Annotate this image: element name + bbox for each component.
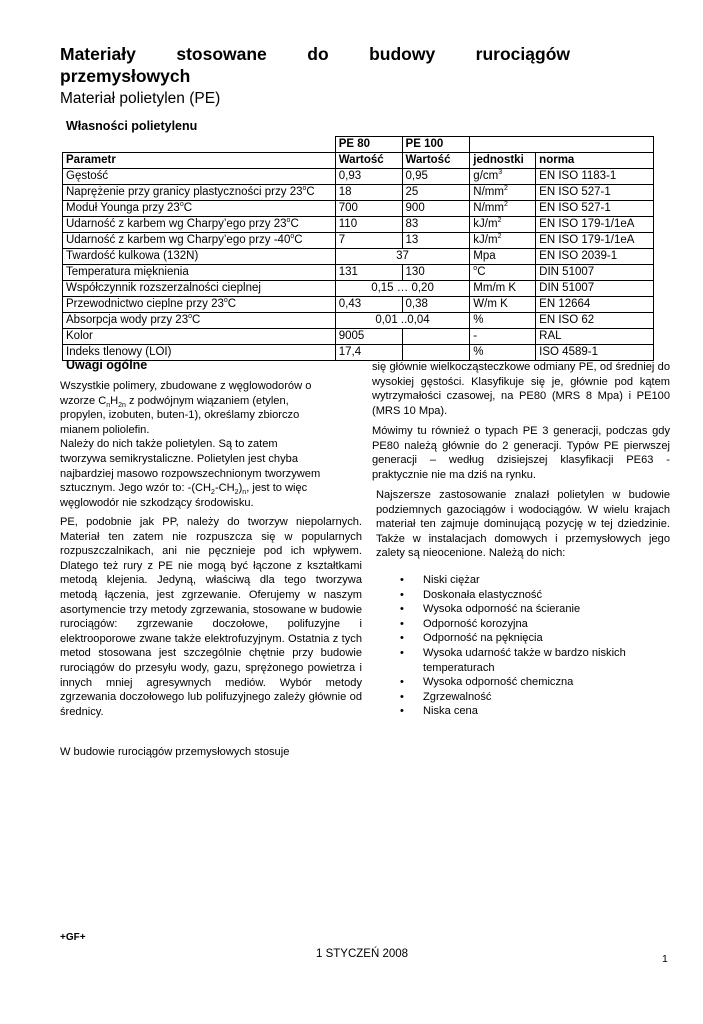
cell-unit: $N/mm^2$: [470, 185, 536, 201]
list-item: • Niska cena: [398, 704, 668, 719]
cell-value-pe80: 18: [335, 185, 402, 201]
cell-value-pe80: 131: [335, 265, 402, 281]
cell-value-pe80: 110: [335, 217, 402, 233]
table-header-row-2: [63, 153, 654, 169]
cell-value-pe100: 900: [402, 201, 470, 217]
cell-value-pe80: 0,93: [335, 169, 402, 185]
table-row: [63, 249, 654, 265]
cell-value-pe100: 130: [402, 265, 470, 281]
table-row: [63, 233, 654, 249]
left-paragraph-1: Wszystkie polimery, zbudowane z węglowodorów o wzorze $C_nH_{2n}$ z podwójnym wiązaniem (etylen, propylen, izobuten, buten-1), określamy zbiorczo mianem poliolefin. Należy do nich także polietylen. Są to zatem tworzywa semikrystaliczne. Polietylen jest chyba najbardziej masowo rozpowszechnionym tworzywem sztucznym. Jego wzór to: $-(CH_2-CH_2)_n$, jest to więc węglowodór nie szkodzący środowisku.: [60, 380, 321, 509]
cell-value-pe80: 7: [335, 233, 402, 249]
cell-unit: Mm/m K: [470, 281, 536, 297]
cell-parameter: Udarność z karbem wg Charpy’ego przy 23$^o$C: [63, 217, 336, 233]
cell-unit: %: [470, 345, 536, 361]
table-header-row-1: [63, 137, 654, 153]
cell-parameter: Twardość kulkowa (132N): [63, 249, 336, 265]
list-item: • Wysoka odporność chemiczna: [398, 675, 668, 690]
cell-parameter: Współczynnik rozszerzalności cieplnej: [63, 281, 336, 297]
cell-parameter: Indeks tlenowy (LOI): [63, 345, 336, 361]
table-row: [63, 185, 654, 201]
cell-value-pe100: [402, 329, 470, 345]
gf-logo: +GF+: [60, 932, 86, 943]
header-parameter: Parametr: [63, 153, 336, 169]
left-paragraph-3: PE, podobnie jak PP, należy do tworzyw niepolarnych. Materiał ten zatem nie rozpuszcza się w popularnych rozpuszczalnikach, ani nie pęcznieje pod ich wpływem. Dlatego też rury z PE nie mogą być łączone z kształtkami metodą klejenia. Jedyną, właściwą dla tego tworzywa metodą łączenia, jest zgrzewanie. Oferujemy w naszym asortymencie trzy metody zgrzewania, stosowane w budowie rurociągów: zgrzewanie doczołowe, polifuzyjne i elektrooporowe zwane także elektrofuzyjnym. Ostatnia z tych metod stosowana jest szczególnie chętnie przy budowie rurociągów do przesyłu wody, gazu, sprężonego powietrza i innych mniej agresywnych mediów. Wybór metody zgrzewania doczołowego lub polifuzyjnego zależy głównie od średnicy.: [60, 516, 362, 718]
cell-parameter: Moduł Younga przy 23$^o$C: [63, 201, 336, 217]
cell-unit: $kJ/m^2$: [470, 217, 536, 233]
table-row: [63, 297, 654, 313]
cell-unit: $N/mm^2$: [470, 201, 536, 217]
cell-unit: Mpa: [470, 249, 536, 265]
cell-value-pe80: 9005: [335, 329, 402, 345]
cell-norm: EN 12664: [536, 297, 654, 313]
header-value-pe80: Wartość: [335, 153, 402, 169]
list-item: • Niski ciężar: [398, 573, 668, 588]
cell-parameter: Kolor: [63, 329, 336, 345]
right-paragraph-1: się głównie wielkocząsteczkowe odmiany PE, od średniej do wysokiej gęstości. Klasyfikuje się je, głównie pod kątem wytrzymałości czasowej, na PE80 (MRS 8 Mpa) i PE100 (MRS 10 Mpa).: [372, 361, 670, 417]
cell-value-pe80: 17,4: [335, 345, 402, 361]
cell-norm: EN ISO 1183-1: [536, 169, 654, 185]
cell-value-pe100: 83: [402, 217, 470, 233]
document-subtitle: Materiał polietylen (PE): [60, 90, 221, 107]
table-row: [63, 169, 654, 185]
cell-unit: -: [470, 329, 536, 345]
header-pe80: PE 80: [335, 137, 402, 153]
cell-value-pe100: 13: [402, 233, 470, 249]
cell-norm: RAL: [536, 329, 654, 345]
document-title-line2: przemysłowych: [60, 66, 191, 86]
list-item: • Wysoka odporność na ścieranie: [398, 602, 668, 617]
cell-norm: EN ISO 62: [536, 313, 654, 329]
cell-norm: ISO 4589-1: [536, 345, 654, 361]
cell-value-merged: 37: [335, 249, 470, 265]
remarks-heading: Uwagi ogólne: [66, 358, 148, 372]
table-row: [63, 201, 654, 217]
list-item: • Doskonała elastyczność: [398, 588, 668, 603]
table-row: [63, 217, 654, 233]
header-unit: jednostki: [470, 153, 536, 169]
table-row: [63, 281, 654, 297]
cell-unit: $^o$C: [470, 265, 536, 281]
list-item: • Odporność na pęknięcia: [398, 631, 668, 646]
cell-parameter: Naprężenie przy granicy plastyczności przy 23$^o$C: [63, 185, 336, 201]
cell-norm: EN ISO 527-1: [536, 185, 654, 201]
footer-date: 1 STYCZEŃ 2008: [316, 948, 409, 960]
cell-norm: EN ISO 2039-1: [536, 249, 654, 265]
table-row: [63, 265, 654, 281]
cell-norm: EN ISO 527-1: [536, 201, 654, 217]
page-number: 1: [662, 953, 668, 965]
cell-norm: DIN 51007: [536, 265, 654, 281]
cell-value-merged: 0,01 ..0,04: [335, 313, 470, 329]
document-title: Materiały stosowane do budowy rurociągów: [60, 44, 570, 64]
cell-unit: $g/cm^3$: [470, 169, 536, 185]
header-value-pe100: Wartość: [402, 153, 470, 169]
table-heading: Własności polietylenu: [66, 119, 198, 133]
cell-value-pe80: 700: [335, 201, 402, 217]
cell-norm: EN ISO 179-1/1eA: [536, 217, 654, 233]
list-item: • Odporność korozyjna: [398, 617, 668, 632]
cell-value-pe100: [402, 345, 470, 361]
cell-value-pe100: 0,95: [402, 169, 470, 185]
right-paragraph-3: Najszersze zastosowanie znalazł polietylen w budowie podziemnych gazociągów i wodociągów. W wielu krajach materiał ten zajmuje dominującą pozycję w tej dziedzinie. Także w instalacjach domowych i przemysłowych jego zalety są nieocenione. Należą do nich:: [376, 489, 670, 560]
table-row: [63, 329, 654, 345]
list-item: • Wysoka udarność także w bardzo niskich temperaturach: [398, 646, 668, 675]
cell-value-merged: 0,15 … 0,20: [335, 281, 470, 297]
list-item: • Zgrzewalność: [398, 690, 668, 705]
advantages-list: [398, 573, 668, 719]
cell-parameter: Absorpcja wody przy 23$^o$C: [63, 313, 336, 329]
table-row: [63, 345, 654, 361]
cell-norm: DIN 51007: [536, 281, 654, 297]
left-paragraph-4: W budowie rurociągów przemysłowych stosuje: [60, 746, 290, 758]
cell-parameter: Gęstość: [63, 169, 336, 185]
cell-value-pe100: 0,38: [402, 297, 470, 313]
cell-unit: W/m K: [470, 297, 536, 313]
properties-table: [62, 136, 654, 361]
cell-parameter: Przewodnictwo cieplne przy 23$^o$C: [63, 297, 336, 313]
cell-unit: %: [470, 313, 536, 329]
cell-value-pe80: 0,43: [335, 297, 402, 313]
table-row: [63, 313, 654, 329]
cell-unit: $kJ/m^2$: [470, 233, 536, 249]
cell-parameter: Temperatura mięknienia: [63, 265, 336, 281]
cell-norm: EN ISO 179-1/1eA: [536, 233, 654, 249]
cell-value-pe100: 25: [402, 185, 470, 201]
header-pe100: PE 100: [402, 137, 470, 153]
cell-parameter: Udarność z karbem wg Charpy’ego przy -40$^o$C: [63, 233, 336, 249]
header-norm: norma: [536, 153, 654, 169]
right-paragraph-2: Mówimy tu również o typach PE 3 generacji, podczas gdy PE80 należą głównie do 2 generacji. Typów PE pierwszej generacji – według dzisiejszej klasyfikacji PE63 - praktycznie nie ma dziś na rynku.: [372, 425, 670, 481]
